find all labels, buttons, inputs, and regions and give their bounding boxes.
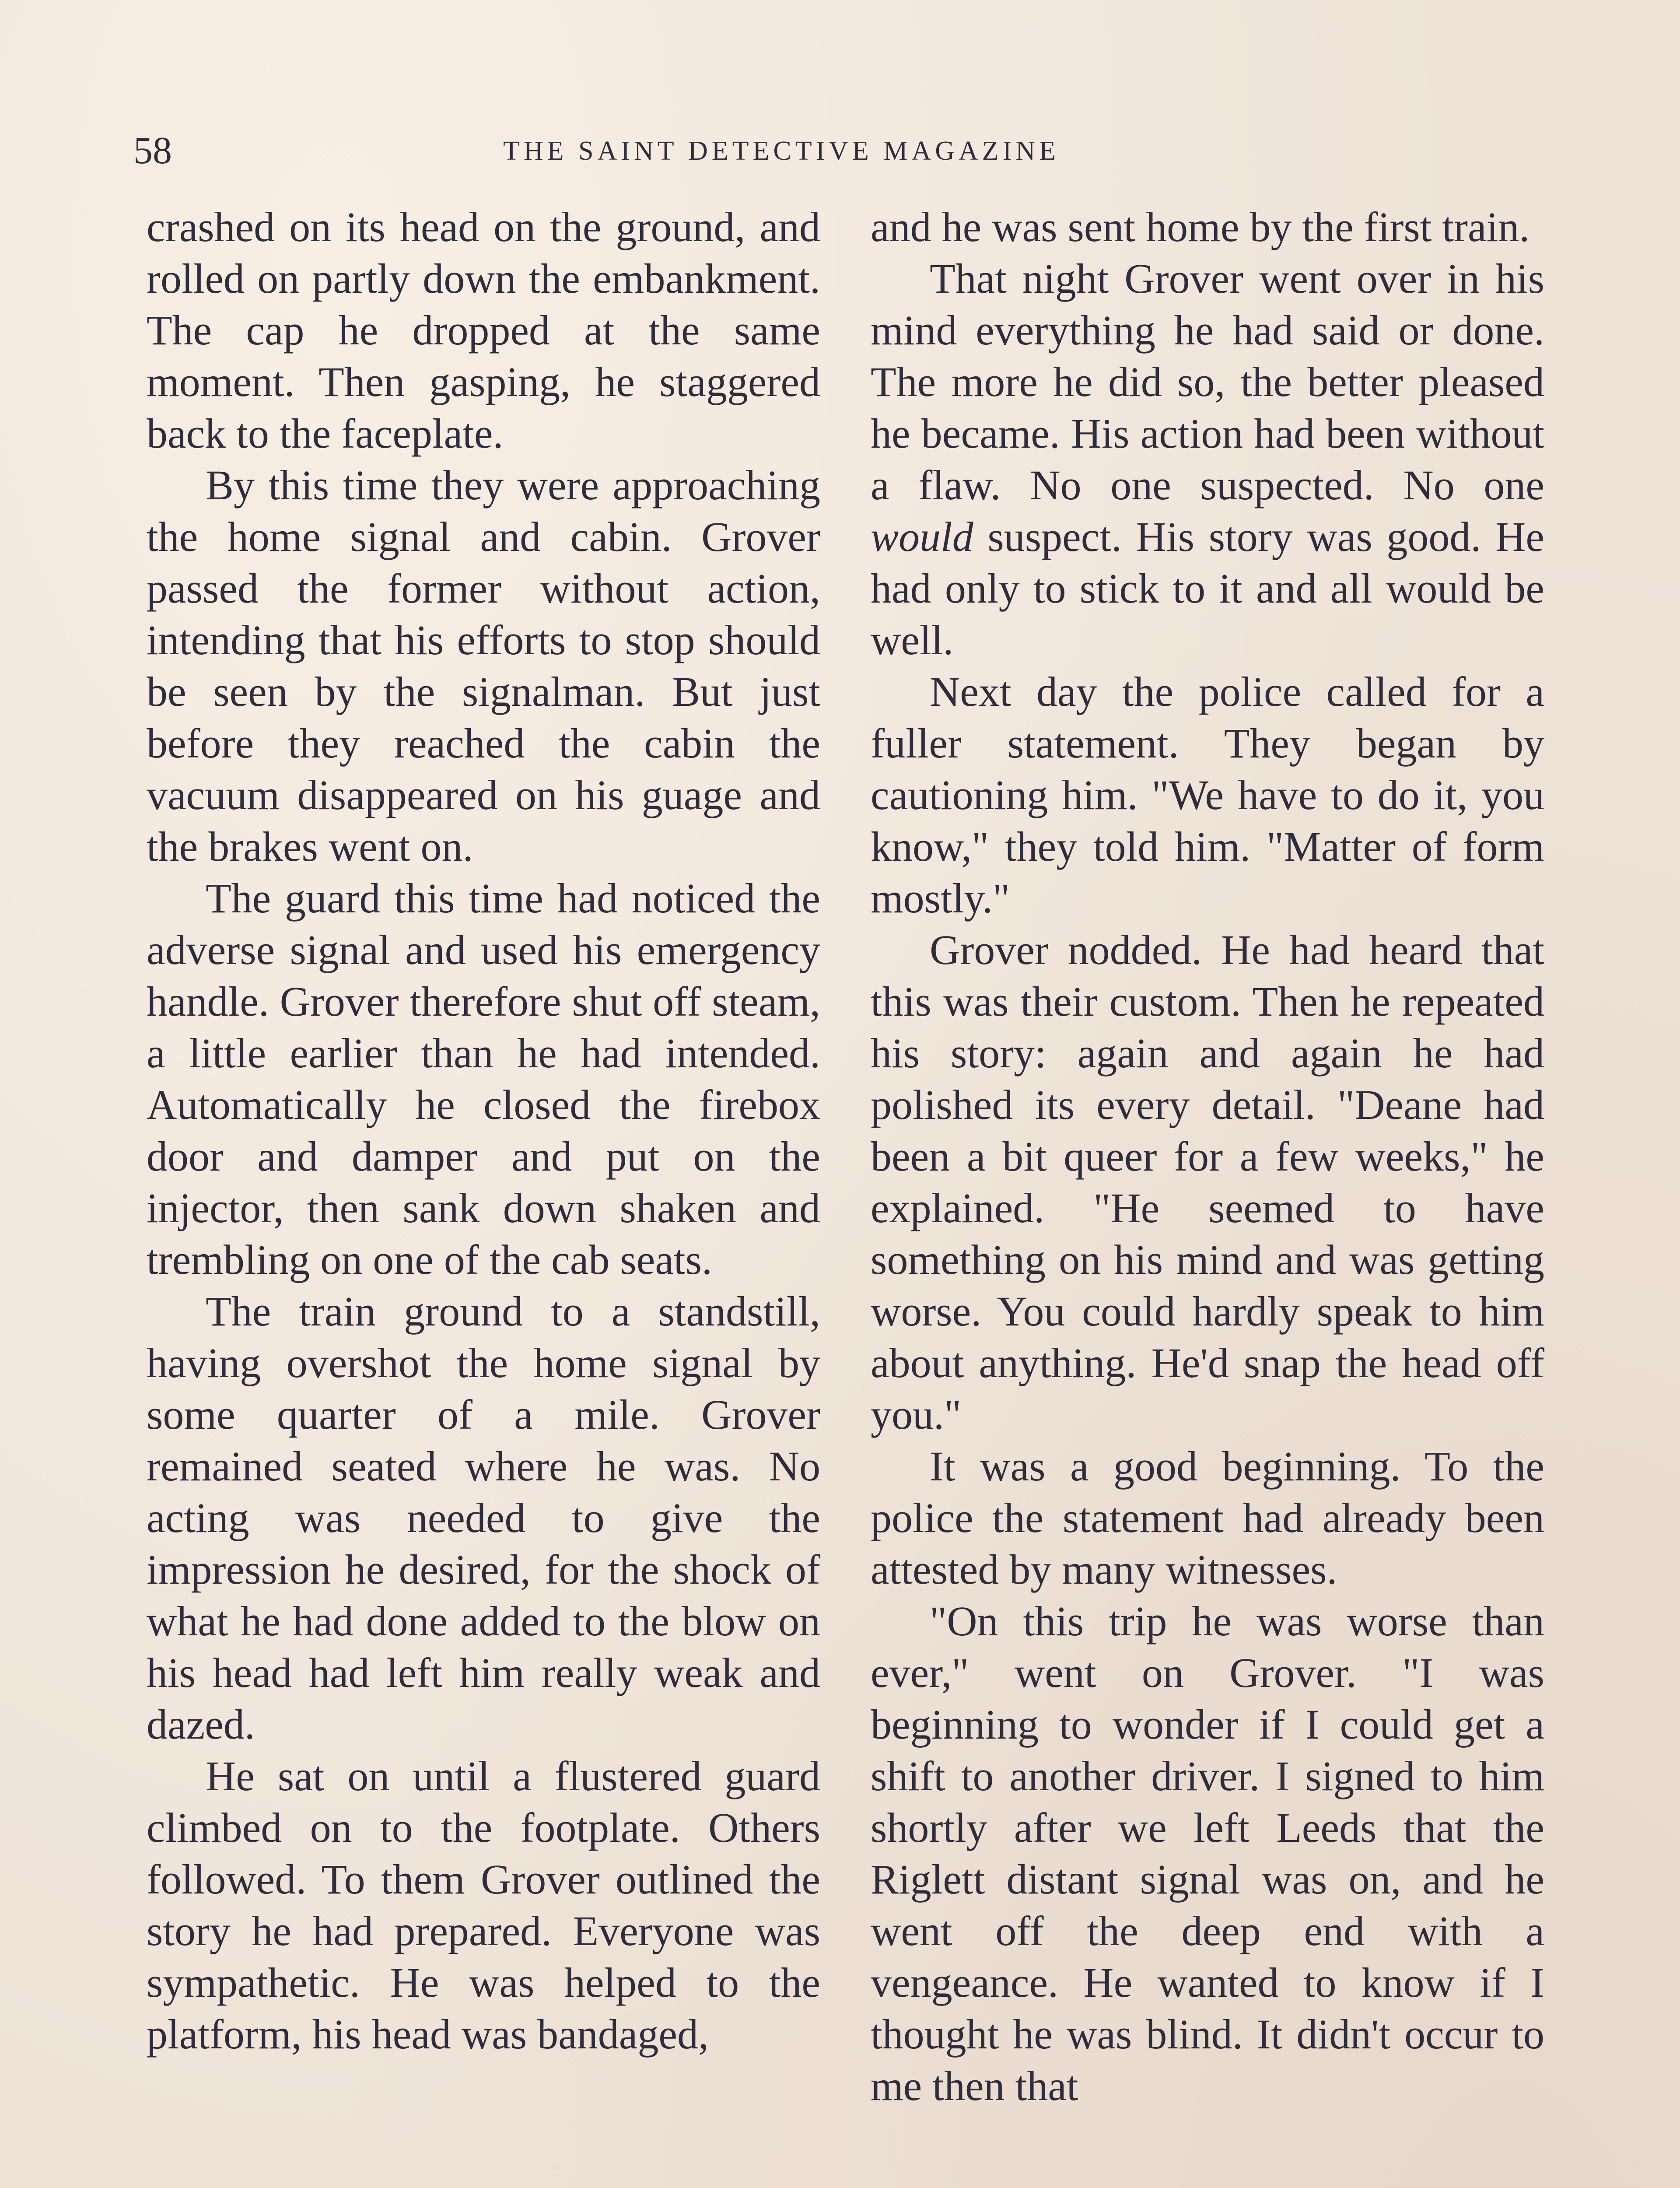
text-run: suspect. His story was good. He had only to stick to it and all would be well.: [871, 513, 1544, 663]
emphasis: would: [871, 513, 973, 560]
text-run: That night Grover went over in his mind everything he had said or done. The more he did so, the better pleased he became. His action had been without a flaw. No one suspected. No one: [871, 255, 1544, 508]
paragraph: By this time they were approaching the home signal and cabin. Grover passed the former without action, intending that his efforts to stop should be seen by the signalman. But just before they reached the cabin the vacuum disappeared on his guage and the brakes went on.: [147, 462, 820, 870]
paragraph: [871, 253, 1544, 666]
paragraph: He sat on until a flustered guard climbed on to the footplate. Others followed. To them Grover outlined the story he had prepared. Everyone was sympathetic. He was helped to the platform, his head was bandaged,: [147, 1753, 820, 2058]
paragraph: crashed on its head on the ground, and rolled on partly down the embankment. The cap he dropped at the same moment. Then gasping, he staggered back to the faceplate.: [147, 203, 820, 457]
paragraph: It was a good beginning. To the police the statement had already been attested by many witnesses.: [871, 1443, 1544, 1593]
paragraph: The guard this time had noticed the adverse signal and used his emergency handle. Grover therefore shut off steam, a little earlier than he had intended. Automatically he closed the firebox door and damper and put on the injector, then sank down shaken and trembling on one of the cab seats.: [147, 875, 820, 1283]
right-text-column: [871, 201, 1544, 2112]
page-header: [133, 125, 1533, 177]
paragraph: The train ground to a standstill, having overshot the home signal by some quarter of a mile. Grover remained seated where he was. No acting was needed to give the impression he desired, for the shock of what he had done added to the blow on his head had left him really weak and dazed.: [147, 1288, 820, 1748]
left-text-column: [147, 201, 820, 2060]
paragraph: Grover nodded. He had heard that this was their custom. Then he repeated his story: again and again he had polished its every detail. "Deane had been a bit queer for a few weeks," he explained. "He seemed to have something on his mind and was getting worse. You could hardly speak to him about anything. He'd snap the head off you.": [871, 926, 1544, 1438]
running-title: THE SAINT DETECTIVE MAGAZINE: [503, 136, 1060, 166]
page-number: 58: [133, 130, 172, 172]
paragraph: Next day the police called for a fuller statement. They began by cautioning him. "We have to do it, you know," they told him. "Matter of form mostly.": [871, 668, 1544, 922]
paragraph: and he was sent home by the first train.: [871, 203, 1530, 250]
paragraph: "On this trip he was worse than ever," went on Grover. "I was beginning to wonder if I could get a shift to another driver. I signed to him shortly after we left Leeds that the Riglett distant signal was on, and he went off the deep end with a vengeance. He wanted to know if I thought he was blind. It didn't occur to me then that: [871, 1598, 1544, 2109]
